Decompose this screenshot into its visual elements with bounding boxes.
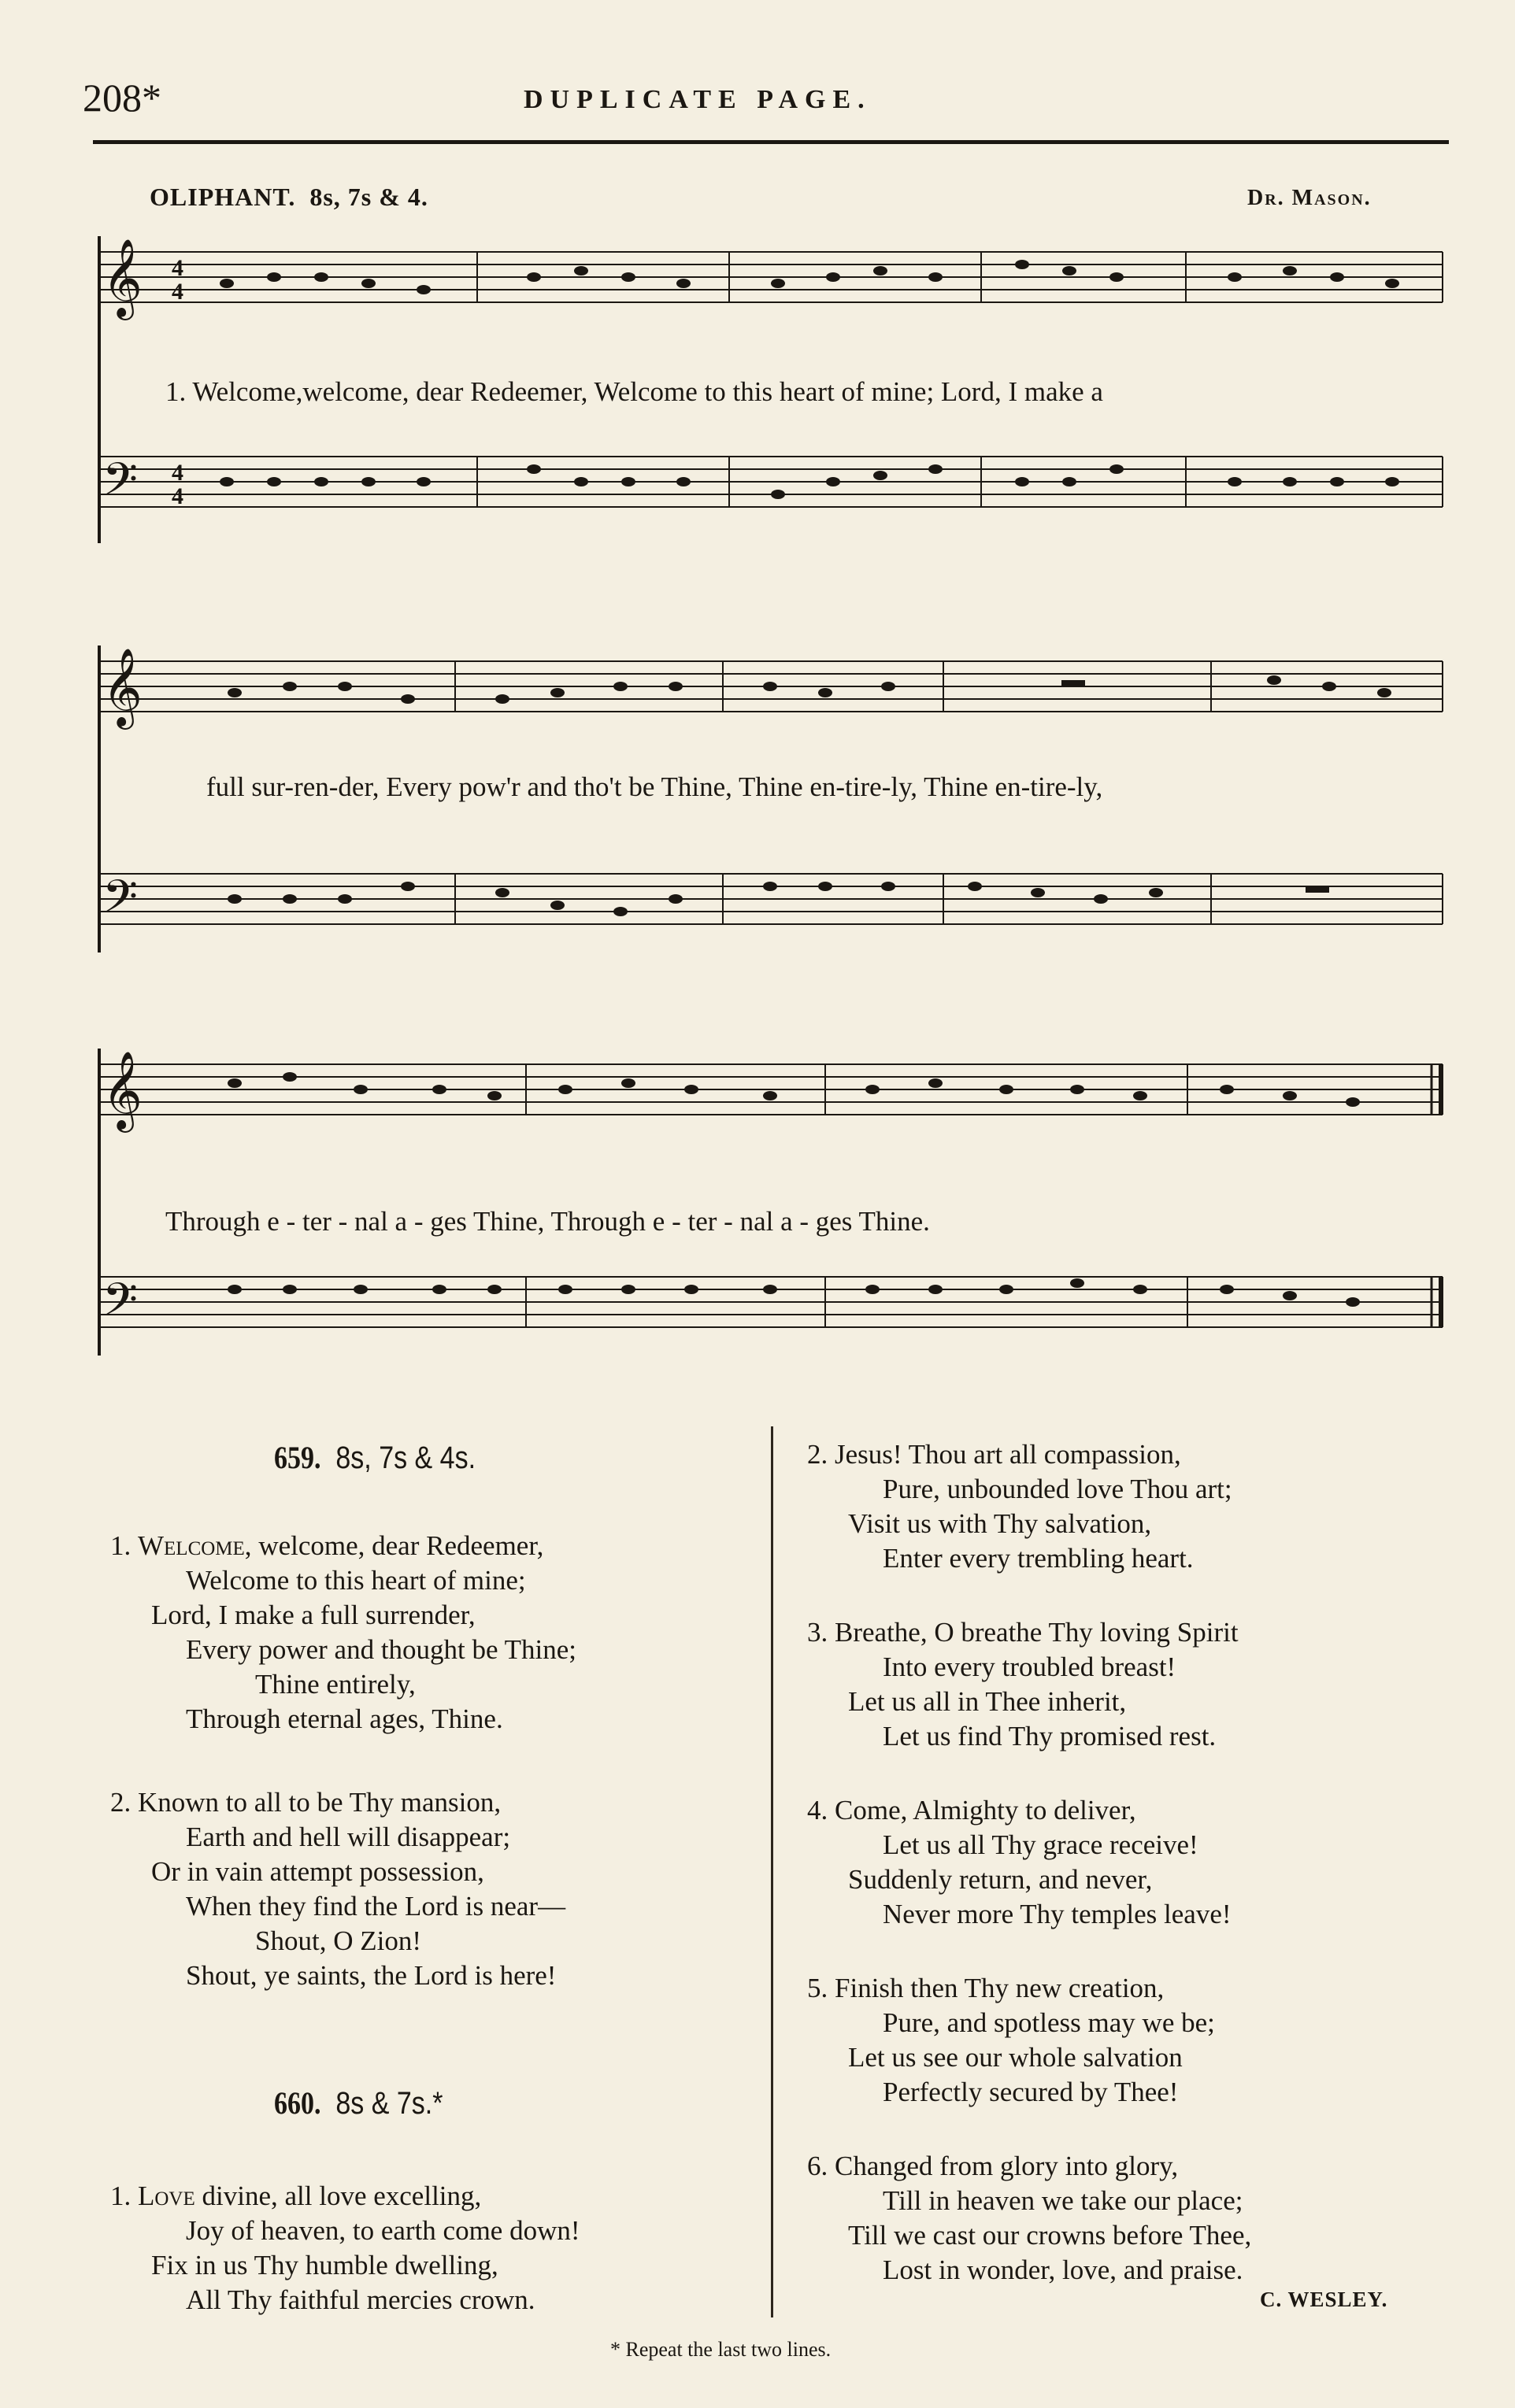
hymn-659-verse-1: 1. Welcome, welcome, dear Redeemer, Welcome to this heart of mine; Lord, I make a full surrender, Every power and thought be Thine; Thine entirely, Through eternal ages, Thine. <box>110 1530 577 1734</box>
tune-lyric-line-3: Through e - ter - nal a - ges Thine, Through e - ter - nal a - ges Thine. <box>165 1206 930 1237</box>
hymn-659-number: 659. <box>274 1440 321 1475</box>
tune-lyric-line-2: full sur-ren-der, Every pow'r and tho't be Thine, Thine en-tire-ly, Thine en-tire-ly, <box>206 771 1103 802</box>
svg-text:𝄞: 𝄞 <box>102 240 143 316</box>
tune-meter: 8s, 7s & 4. <box>309 183 428 211</box>
column-divider <box>771 1426 773 2317</box>
svg-text:4: 4 <box>172 255 183 281</box>
hymn-660-verse-4: 4. Come, Almighty to deliver, Let us all Thy grace receive! Suddenly return, and never, Never more Thy temples leave! <box>807 1795 1232 1929</box>
hymn-660-verse-5: 5. Finish then Thy new creation, Pure, and spotless may we be; Let us see our whole salvation Perfectly secured by Thee! <box>807 1973 1215 2107</box>
hymn-659-meter: 8s, 7s & 4s. <box>335 1441 476 1475</box>
tune-heading <box>150 183 428 212</box>
hymn-660-heading <box>274 2084 443 2121</box>
hymn-660-verse-6: 6. Changed from glory into glory, Till in heaven we take our place; Till we cast our crowns before Thee, Lost in wonder, love, and praise. <box>807 2151 1252 2285</box>
hymn-660-meter: 8s & 7s.* <box>335 2086 443 2121</box>
hymn-659-heading <box>274 1439 476 1476</box>
tune-name: OLIPHANT. <box>150 183 296 211</box>
svg-text:4: 4 <box>172 279 183 305</box>
svg-text:𝄞: 𝄞 <box>102 1052 143 1128</box>
hymn-660-verse-3: 3. Breathe, O breathe Thy loving Spirit Into every troubled breast! Let us all in Thee inherit, Let us find Thy promised rest. <box>807 1617 1239 1751</box>
running-title: DUPLICATE PAGE. <box>524 85 872 114</box>
hymn-author: C. WESLEY. <box>1260 2288 1388 2311</box>
footnote: * Repeat the last two lines. <box>610 2338 832 2361</box>
music-system-2 <box>93 638 1449 968</box>
svg-text:𝄢: 𝄢 <box>102 1276 139 1337</box>
header-rule <box>93 140 1449 144</box>
tune-composer: Dr. Mason. <box>1247 186 1372 210</box>
svg-text:𝄢: 𝄢 <box>102 873 139 934</box>
svg-text:𝄞: 𝄞 <box>102 649 143 725</box>
tune-lyric-line-1: 1. Welcome,welcome, dear Redeemer, Welcome to this heart of mine; Lord, I make a <box>165 376 1103 407</box>
hymn-660-verse-2: 2. Jesus! Thou art all compassion, Pure, unbounded love Thou art; Visit us with Thy salvation, Enter every trembling heart. <box>807 1439 1232 1574</box>
svg-text:4: 4 <box>172 483 183 509</box>
svg-text:𝄢: 𝄢 <box>102 456 139 516</box>
hymn-660-number: 660. <box>274 2085 321 2121</box>
hymn-660-verse-1: 1. Love divine, all love excelling, Joy of heaven, to earth come down! Fix in us Thy humble dwelling, All Thy faithful mercies crown. <box>110 2181 580 2315</box>
svg-text:4: 4 <box>172 460 183 486</box>
hymn-659-verse-2: 2. Known to all to be Thy mansion, Earth and hell will disappear; Or in vain attempt possession, When they find the Lord is near— Shout, O Zion! Shout, ye saints, the Lord is here! <box>110 1787 566 1991</box>
page-number: 208* <box>83 76 161 120</box>
